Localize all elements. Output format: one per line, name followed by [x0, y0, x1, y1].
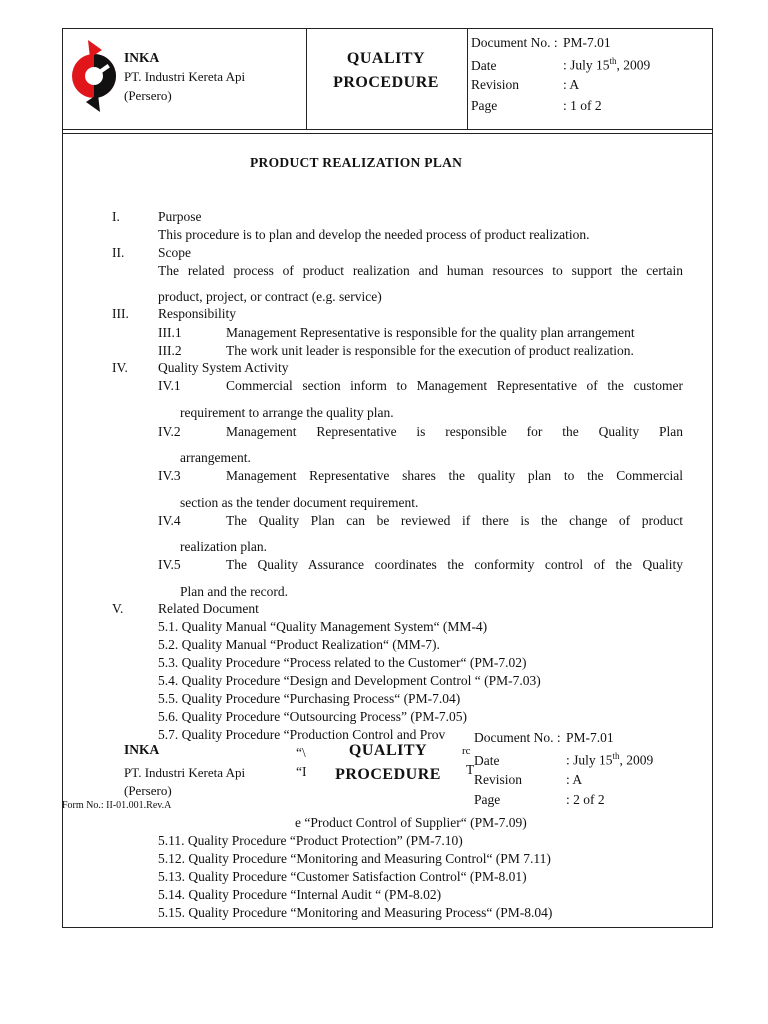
list-item-text: The work unit leader is responsible for the execution of product realization. — [226, 343, 634, 358]
overlay-meta-page — [474, 792, 605, 808]
company-suffix: (Persero) — [124, 88, 172, 103]
meta-label: Revision — [471, 77, 520, 92]
meta-label: Date — [474, 752, 500, 768]
list-item-text: Management Representative is responsible for the quality plan arrangement — [226, 325, 635, 340]
meta-label: Page — [471, 98, 498, 113]
document-title: PRODUCT REALIZATION PLAN — [250, 155, 463, 170]
section-1-title: Purpose — [158, 209, 202, 224]
related-document-item: 5.7. Quality Procedure “Production Control and Prov — [158, 727, 446, 742]
overlay-fragment: rc — [462, 745, 471, 757]
related-document-item: 5.11. Quality Procedure “Product Protection” (PM-7.10) — [158, 833, 463, 848]
section-4-number: IV. — [112, 360, 128, 375]
related-document-item: 5.14. Quality Procedure “Internal Audit “ (PM-8.02) — [158, 887, 442, 902]
list-item-number: III.2 — [158, 343, 182, 358]
meta-revision — [471, 77, 579, 93]
list-item-text-cont: Plan and the record. — [180, 584, 288, 599]
meta-label: Document No. : — [471, 35, 558, 50]
overlay-title-line2: PROCEDURE — [335, 766, 441, 783]
section-3-number: III. — [112, 306, 129, 321]
header-col-divider-1 — [306, 28, 307, 129]
meta-value: : July 15 — [563, 57, 610, 73]
overlay-meta-revision — [474, 772, 582, 788]
list-item-number: IV.1 — [158, 378, 181, 393]
overlay-meta-document-no — [474, 730, 614, 746]
form-number: Form No.: II-01.001.Rev.A — [62, 800, 172, 811]
header-title-line1: QUALITY — [346, 50, 426, 67]
company-short-name: INKA — [124, 50, 160, 65]
list-item-number: IV.4 — [158, 513, 181, 528]
section-2-text-a: The related process of product realization and human resources to support the certain — [158, 263, 683, 278]
section-4-title: Quality System Activity — [158, 360, 289, 375]
meta-value: : 2 of 2 — [566, 792, 605, 807]
meta-value: PM-7.01 — [566, 730, 614, 745]
list-item-text-cont: realization plan. — [180, 539, 267, 554]
section-3-title: Responsibility — [158, 306, 237, 321]
list-item-text-cont: arrangement. — [180, 450, 251, 465]
related-document-item: 5.12. Quality Procedure “Monitoring and Measuring Control“ (PM 7.11) — [158, 851, 551, 866]
overlay-title-line1: QUALITY — [348, 742, 428, 759]
related-document-item: 5.2. Quality Manual “Product Realization“ (MM-7). — [158, 637, 440, 652]
section-5-title: Related Document — [158, 601, 259, 616]
header-title-line2: PROCEDURE — [333, 74, 439, 91]
list-item-text: Commercial section inform to Management Representative of the customer — [226, 378, 683, 393]
related-document-item: 5.1. Quality Manual “Quality Management System“ (MM-4) — [158, 619, 488, 634]
meta-value: : July 15 — [566, 752, 613, 768]
list-item-number: IV.3 — [158, 468, 181, 483]
inka-logo-icon — [66, 36, 122, 112]
meta-label: Date — [471, 57, 497, 73]
header-divider-double — [62, 133, 713, 134]
section-2-title: Scope — [158, 245, 191, 260]
section-1-text: This procedure is to plan and develop the needed process of product realization. — [158, 227, 590, 242]
overlay-fragment: T — [466, 762, 475, 777]
section-2-number: II. — [112, 245, 125, 260]
overlay-meta-date — [474, 751, 653, 769]
meta-date — [471, 56, 650, 74]
meta-value: : A — [566, 772, 583, 787]
company-full-name: PT. Industri Kereta Api — [124, 69, 246, 84]
meta-label: Page — [474, 792, 501, 807]
overlay-company-short-name: INKA — [124, 742, 160, 757]
meta-value: : 1 of 2 — [563, 98, 602, 113]
list-item-number: IV.2 — [158, 424, 181, 439]
header-divider — [62, 129, 713, 130]
meta-value-sup: th — [609, 56, 617, 66]
list-item-number: IV.5 — [158, 557, 181, 572]
section-2-text-b: product, project, or contract (e.g. service) — [158, 289, 382, 304]
related-document-item: 5.6. Quality Procedure “Outsourcing Process” (PM-7.05) — [158, 709, 467, 724]
related-document-item: 5.5. Quality Procedure “Purchasing Process“ (PM-7.04) — [158, 691, 461, 706]
related-document-item: 5.15. Quality Procedure “Monitoring and Measuring Process“ (PM-8.04) — [158, 905, 553, 920]
list-item-text-cont: section as the tender document requirement. — [180, 495, 419, 510]
meta-value: : A — [563, 77, 580, 92]
meta-label: Revision — [474, 772, 523, 787]
list-item-text: The Quality Assurance coordinates the conformity control of the Quality — [226, 557, 683, 572]
meta-value-tail: , 2009 — [619, 752, 654, 768]
overlay-company-suffix: (Persero) — [124, 783, 172, 798]
meta-value-tail: , 2009 — [616, 57, 651, 73]
meta-value-sup: th — [612, 751, 620, 761]
section-1-number: I. — [112, 209, 120, 224]
related-document-item: 5.4. Quality Procedure “Design and Development Control “ (PM-7.03) — [158, 673, 541, 688]
meta-value: PM-7.01 — [563, 35, 611, 50]
related-document-item-partial: e “Product Control of Supplier“ (PM-7.09) — [295, 815, 527, 830]
meta-document-no — [471, 35, 611, 51]
header-col-divider-2 — [467, 28, 468, 129]
overlay-company-full-name: PT. Industri Kereta Api — [124, 765, 246, 780]
related-document-item: 5.13. Quality Procedure “Customer Satisfaction Control“ (PM-8.01) — [158, 869, 527, 884]
list-item-text-cont: requirement to arrange the quality plan. — [180, 405, 394, 420]
list-item-text: Management Representative is responsible for the Quality Plan — [226, 424, 683, 439]
overlay-fragment: “\ — [296, 745, 306, 760]
section-5-number: V. — [112, 601, 124, 616]
meta-label: Document No. : — [474, 730, 561, 745]
list-item-number: III.1 — [158, 325, 182, 340]
overlay-fragment: “I — [296, 764, 307, 779]
related-document-item: 5.3. Quality Procedure “Process related to the Customer“ (PM-7.02) — [158, 655, 527, 670]
list-item-text: The Quality Plan can be reviewed if there is the change of product — [226, 513, 683, 528]
meta-page — [471, 98, 602, 114]
list-item-text: Management Representative shares the quality plan to the Commercial — [226, 468, 683, 483]
